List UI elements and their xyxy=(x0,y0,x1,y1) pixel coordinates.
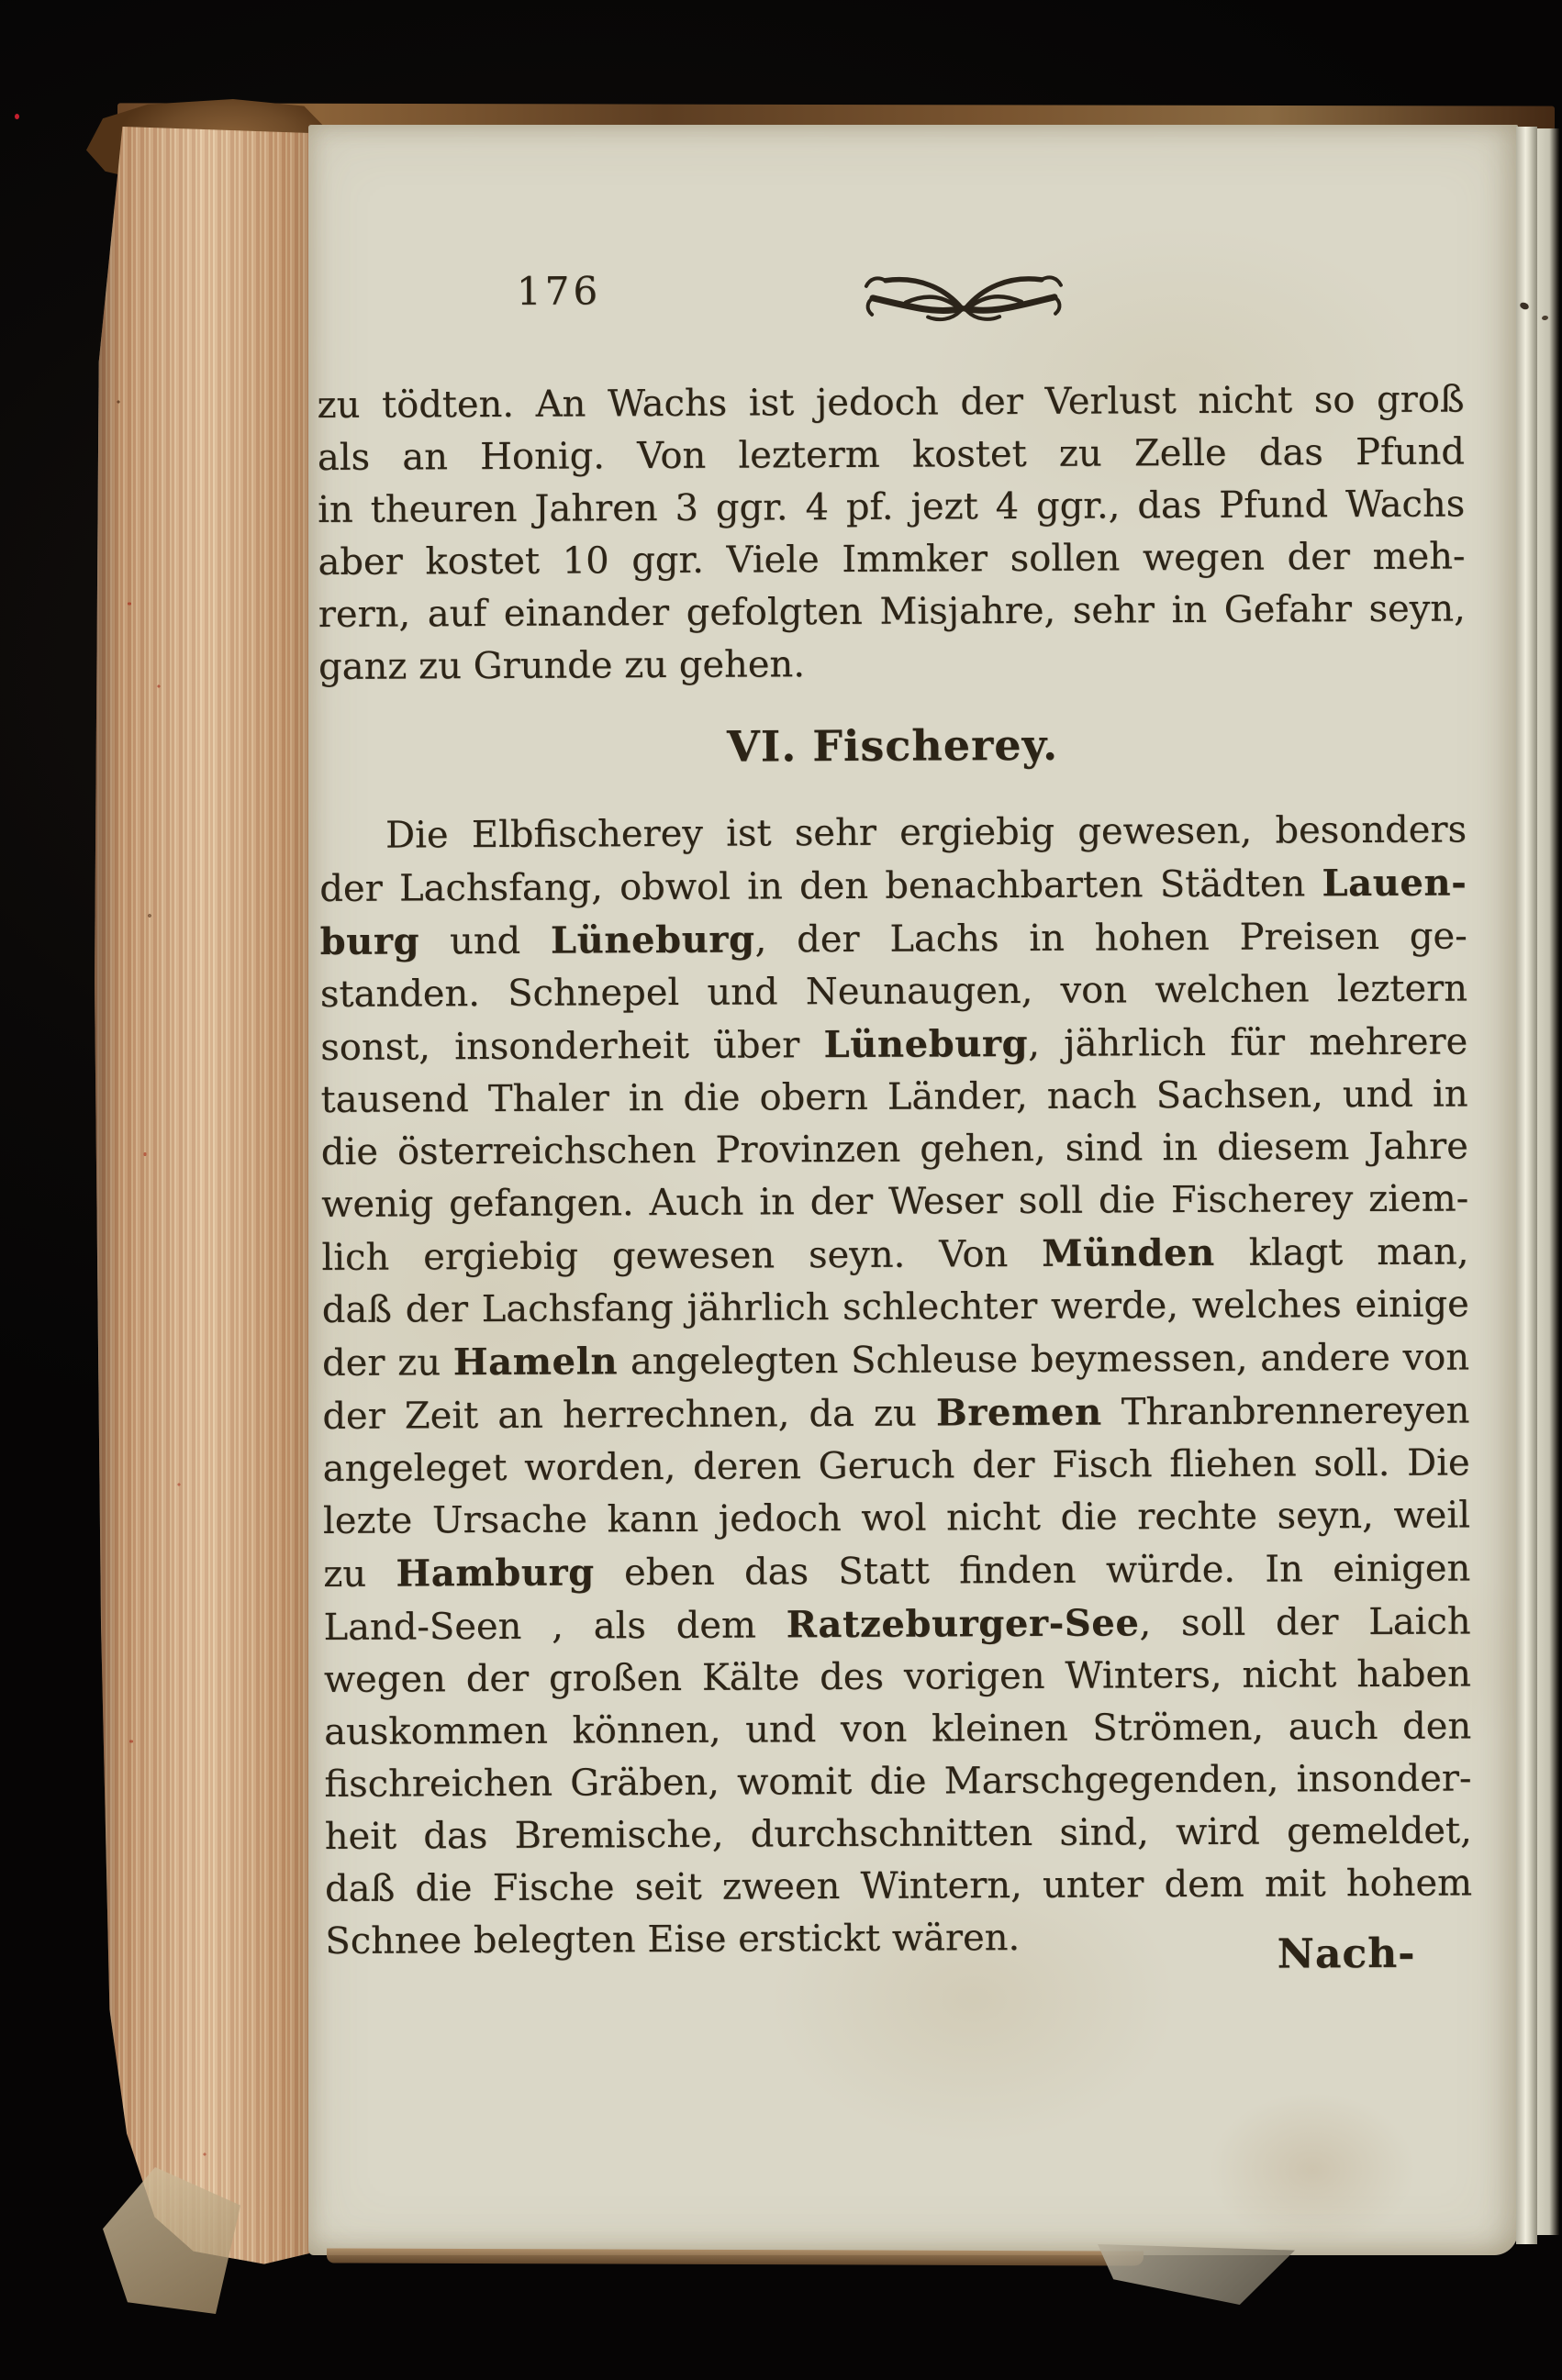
text-line xyxy=(325,1805,1472,1863)
text-line xyxy=(320,962,1467,1021)
body-text: der Zeit an herrechnen, da zu xyxy=(322,1392,937,1438)
page-gutter-fold xyxy=(1516,127,1537,2244)
emphasized-text: Lüneburg xyxy=(823,1021,1029,1067)
emphasized-text: Hamburg xyxy=(396,1551,595,1596)
body-text: ganz zu Grunde zu gehen. xyxy=(318,643,806,688)
body-text: wenig gefangen. Auch in der Weser soll die Fischerey ziem- xyxy=(321,1177,1469,1226)
body-text: heit das Bremische, durchschnitten sind, wird gemeldet, xyxy=(324,1809,1472,1858)
text-line xyxy=(325,1857,1472,1916)
text-line xyxy=(323,1437,1470,1496)
emphasized-text: Ratzeburger-See xyxy=(786,1601,1140,1647)
body-text: lezte Ursache kann jedoch wol nicht die rechte seyn, weil xyxy=(322,1494,1471,1542)
text-line xyxy=(320,1015,1467,1074)
text-line xyxy=(324,1752,1471,1811)
text-line xyxy=(318,583,1466,641)
body-text: klagt man, xyxy=(1214,1230,1469,1274)
emphasized-text: Bremen xyxy=(935,1390,1102,1435)
text-line xyxy=(321,1120,1468,1179)
text-line xyxy=(321,1173,1468,1231)
emphasized-text: Lauen- xyxy=(1322,861,1467,906)
text-line xyxy=(318,635,1466,694)
body-text: wegen der großen Kälte des vorigen Winters, nicht haben xyxy=(323,1652,1471,1701)
text-line xyxy=(319,856,1467,916)
body-paragraph-2 xyxy=(319,804,1473,1968)
body-text: aber kostet 10 ggr. Viele Immker sollen wegen der meh- xyxy=(318,535,1466,584)
text-line xyxy=(319,804,1467,862)
section-heading: VI. Fischerey. xyxy=(726,719,1059,772)
text-line xyxy=(324,1700,1471,1759)
body-text: die österreichschen Provinzen gehen, sind in diesem Jahre xyxy=(320,1125,1468,1173)
body-text: Die Elbfischerey ist sehr ergiebig gewesen, besonders xyxy=(385,808,1467,857)
body-text: , der Lachs in hohen Preisen ge- xyxy=(754,915,1467,962)
body-text: fischreichen Gräben, womit die Marschgegenden, insonder- xyxy=(324,1757,1472,1806)
text-line xyxy=(318,530,1465,589)
text-line xyxy=(321,1225,1468,1285)
head-ornament xyxy=(858,261,1069,326)
floral-flourish-icon xyxy=(858,261,1069,326)
body-text: Thranbrennereyen xyxy=(1101,1389,1470,1434)
emphasized-text: Lüneburg xyxy=(550,918,755,962)
body-text: der zu xyxy=(321,1341,453,1385)
emphasized-text: Hameln xyxy=(452,1340,619,1385)
text-line xyxy=(317,373,1464,432)
text-line xyxy=(323,1489,1470,1548)
body-text: zu tödten. An Wachs ist jedoch der Verlust nicht so groß xyxy=(317,378,1465,427)
body-text: rern, auf einander gefolgten Misjahre, sehr in Gefahr seyn, xyxy=(318,587,1466,636)
page-content xyxy=(316,118,1485,2255)
text-line xyxy=(318,478,1465,537)
page-fore-edge-stack xyxy=(95,127,309,2266)
text-block xyxy=(317,373,1472,1968)
body-text: in theuren Jahren 3 ggr. 4 pf. jezt 4 ggr., das Pfund Wachs xyxy=(318,483,1466,531)
body-text: als an Honig. Von lezterm kostet zu Zelle das Pfund xyxy=(317,430,1466,479)
body-text: angelegten Schleuse beymessen, andere von xyxy=(618,1336,1470,1384)
body-paragraph-1 xyxy=(317,373,1466,694)
text-line xyxy=(318,426,1465,484)
body-text: Land-Seen , als dem xyxy=(323,1604,787,1649)
body-text: Schnee belegten Eise erstickt wären. xyxy=(325,1917,1021,1963)
text-line xyxy=(322,1384,1469,1443)
emphasized-text: burg xyxy=(319,919,420,963)
text-line xyxy=(320,909,1467,969)
red-dot-speck xyxy=(15,114,19,119)
text-line xyxy=(324,1648,1471,1707)
body-text: und xyxy=(419,919,552,963)
page-number: 176 xyxy=(516,268,602,314)
body-text: eben das Statt finden würde. In einigen xyxy=(594,1547,1471,1595)
body-text: daß die Fische seit zween Wintern, unter dem mit hohem xyxy=(324,1862,1473,1910)
text-line xyxy=(322,1278,1469,1337)
body-text: auskommen können, und von kleinen Strömen, auch den xyxy=(324,1705,1472,1753)
body-text: angeleget worden, deren Geruch der Fisch fliehen soll. Die xyxy=(322,1441,1470,1490)
book-page xyxy=(308,125,1518,2255)
body-text: , soll der Laich xyxy=(1139,1600,1471,1645)
body-text: zu xyxy=(323,1552,396,1596)
text-line xyxy=(323,1595,1470,1654)
body-text: daß der Lachsfang jährlich schlechter werde, welches einige xyxy=(321,1283,1469,1331)
body-text: , jährlich für mehrere xyxy=(1028,1020,1468,1065)
bottom-page-edge xyxy=(327,2248,1144,2265)
emphasized-text: Münden xyxy=(1042,1230,1215,1275)
body-text: tausend Thaler in die obern Länder, nach Sachsen, und in xyxy=(320,1073,1468,1121)
body-text: sonst, insonderheit über xyxy=(320,1024,824,1069)
body-text: lich ergiebig gewesen seyn. Von xyxy=(321,1232,1043,1279)
next-page-sliver xyxy=(1537,128,1559,2235)
text-line xyxy=(322,1330,1469,1390)
body-text: standen. Schnepel und Neunaugen, von welchen leztern xyxy=(319,967,1468,1016)
catchword: Nach- xyxy=(1277,1930,1416,1978)
text-line xyxy=(320,1068,1467,1127)
text-line xyxy=(323,1541,1470,1601)
body-text: der Lachsfang, obwol in den benachbarten Städten xyxy=(319,862,1322,910)
